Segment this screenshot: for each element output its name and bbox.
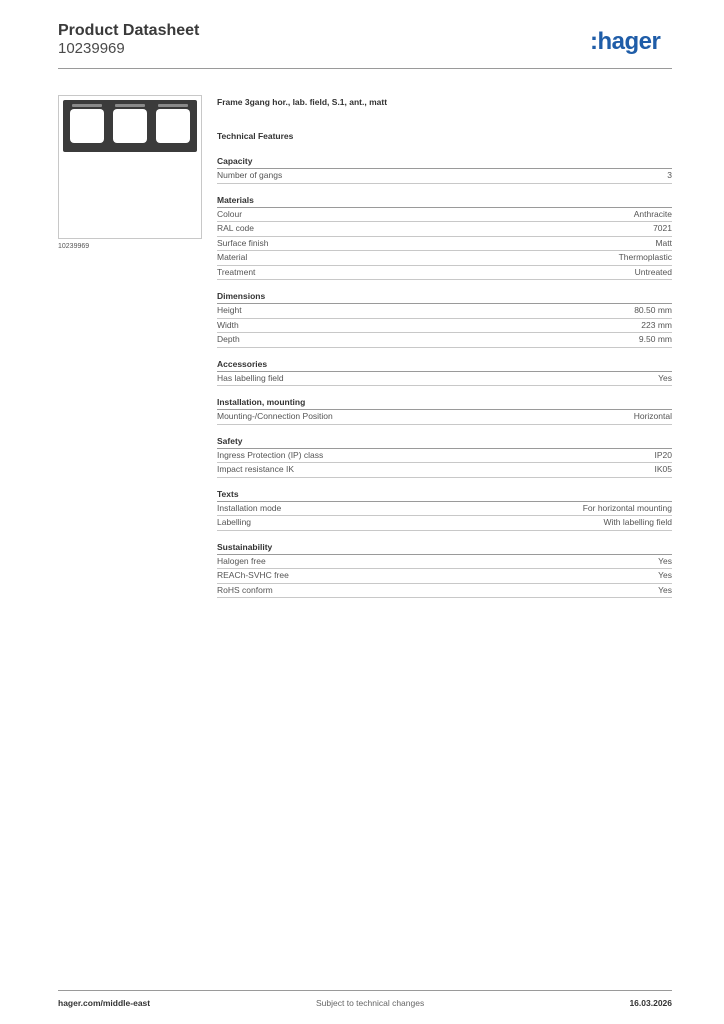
spec-row bbox=[217, 222, 672, 237]
spec-content bbox=[217, 95, 672, 608]
section-title: Dimensions bbox=[217, 290, 672, 304]
spec-section bbox=[217, 435, 672, 478]
logo-colon-icon: : bbox=[590, 28, 598, 55]
spec-value: For horizontal mounting bbox=[582, 502, 672, 513]
product-number: 10239969 bbox=[58, 40, 125, 57]
spec-value: 223 mm bbox=[641, 319, 672, 330]
spec-value: 7021 bbox=[653, 223, 672, 233]
spec-value: Anthracite bbox=[633, 208, 672, 219]
spec-row bbox=[217, 584, 672, 599]
spec-section bbox=[217, 194, 672, 281]
spec-label: Labelling bbox=[217, 517, 252, 527]
frame-opening bbox=[113, 109, 147, 143]
spec-row bbox=[217, 516, 672, 531]
section-title: Accessories bbox=[217, 358, 672, 372]
section-title: Texts bbox=[217, 488, 672, 502]
spec-value: Matt bbox=[655, 237, 672, 248]
spec-label: Surface finish bbox=[217, 237, 269, 248]
spec-value: Yes bbox=[658, 372, 672, 383]
spec-value: Yes bbox=[658, 555, 672, 566]
spec-value: Thermoplastic bbox=[618, 252, 672, 262]
section-title: Capacity bbox=[217, 155, 672, 169]
spec-section bbox=[217, 541, 672, 599]
spec-section bbox=[217, 290, 672, 348]
spec-label: Impact resistance IK bbox=[217, 464, 295, 474]
spec-value: With labelling field bbox=[603, 517, 672, 527]
spec-row bbox=[217, 304, 672, 319]
footer-date: 16.03.2026 bbox=[629, 998, 672, 1008]
spec-row bbox=[217, 449, 672, 464]
spec-label: Mounting-/Connection Position bbox=[217, 411, 333, 421]
spec-label: Halogen free bbox=[217, 555, 266, 566]
spec-section bbox=[217, 155, 672, 184]
footer-website: hager.com/middle-east bbox=[58, 998, 151, 1008]
label-field bbox=[72, 104, 102, 107]
footer-notice: Subject to technical changes bbox=[316, 998, 425, 1008]
spec-label: Ingress Protection (IP) class bbox=[217, 449, 324, 460]
spec-value: IP20 bbox=[654, 449, 672, 460]
spec-row bbox=[217, 410, 672, 425]
frame-3gang-picture bbox=[63, 100, 197, 152]
spec-label: REACh-SVHC free bbox=[217, 570, 289, 580]
spec-label: RoHS conform bbox=[217, 584, 273, 595]
image-caption: 10239969 bbox=[58, 243, 90, 250]
spec-label: Number of gangs bbox=[217, 170, 283, 180]
spec-section bbox=[217, 488, 672, 531]
product-name: Frame 3gang hor., lab. field, S.1, ant., matt bbox=[217, 97, 388, 107]
spec-section bbox=[217, 396, 672, 425]
spec-label: Installation mode bbox=[217, 502, 282, 513]
spec-value: Yes bbox=[658, 584, 672, 595]
spec-row bbox=[217, 208, 672, 223]
spec-row bbox=[217, 372, 672, 387]
spec-label: Colour bbox=[217, 208, 243, 219]
spec-label: Treatment bbox=[217, 266, 256, 277]
section-title: Installation, mounting bbox=[217, 396, 672, 410]
spec-label: Material bbox=[217, 252, 248, 262]
spec-row bbox=[217, 463, 672, 478]
section-title: Safety bbox=[217, 435, 672, 449]
spec-row bbox=[217, 319, 672, 334]
spec-value: IK05 bbox=[654, 464, 672, 474]
spec-value: Untreated bbox=[634, 266, 672, 277]
product-image bbox=[58, 95, 202, 239]
page-title: Product Datasheet bbox=[58, 22, 200, 39]
frame-opening bbox=[70, 109, 104, 143]
logo-text: hager bbox=[597, 28, 661, 55]
footer-divider bbox=[58, 990, 672, 991]
spec-row bbox=[217, 251, 672, 266]
spec-value: Yes bbox=[658, 570, 672, 580]
spec-label: Depth bbox=[217, 334, 240, 344]
section-title: Sustainability bbox=[217, 541, 672, 555]
spec-value: 3 bbox=[667, 170, 672, 180]
frame-opening bbox=[156, 109, 190, 143]
spec-label: Width bbox=[217, 319, 239, 330]
spec-row bbox=[217, 266, 672, 281]
label-field bbox=[158, 104, 188, 107]
header-divider bbox=[58, 68, 672, 69]
spec-sections bbox=[217, 155, 672, 598]
spec-label: Height bbox=[217, 305, 242, 315]
spec-section bbox=[217, 358, 672, 387]
spec-label: RAL code bbox=[217, 223, 255, 233]
spec-value: 9.50 mm bbox=[638, 334, 672, 344]
spec-value: 80.50 mm bbox=[634, 305, 672, 315]
spec-value: Horizontal bbox=[633, 411, 672, 421]
label-field bbox=[115, 104, 145, 107]
spec-row bbox=[217, 333, 672, 348]
spec-row bbox=[217, 237, 672, 252]
technical-features-heading: Technical Features bbox=[217, 131, 294, 141]
spec-row bbox=[217, 169, 672, 184]
spec-label: Has labelling field bbox=[217, 372, 284, 383]
section-title: Materials bbox=[217, 194, 672, 208]
spec-row bbox=[217, 502, 672, 517]
hager-logo bbox=[590, 28, 660, 56]
spec-row bbox=[217, 569, 672, 584]
spec-row bbox=[217, 555, 672, 570]
